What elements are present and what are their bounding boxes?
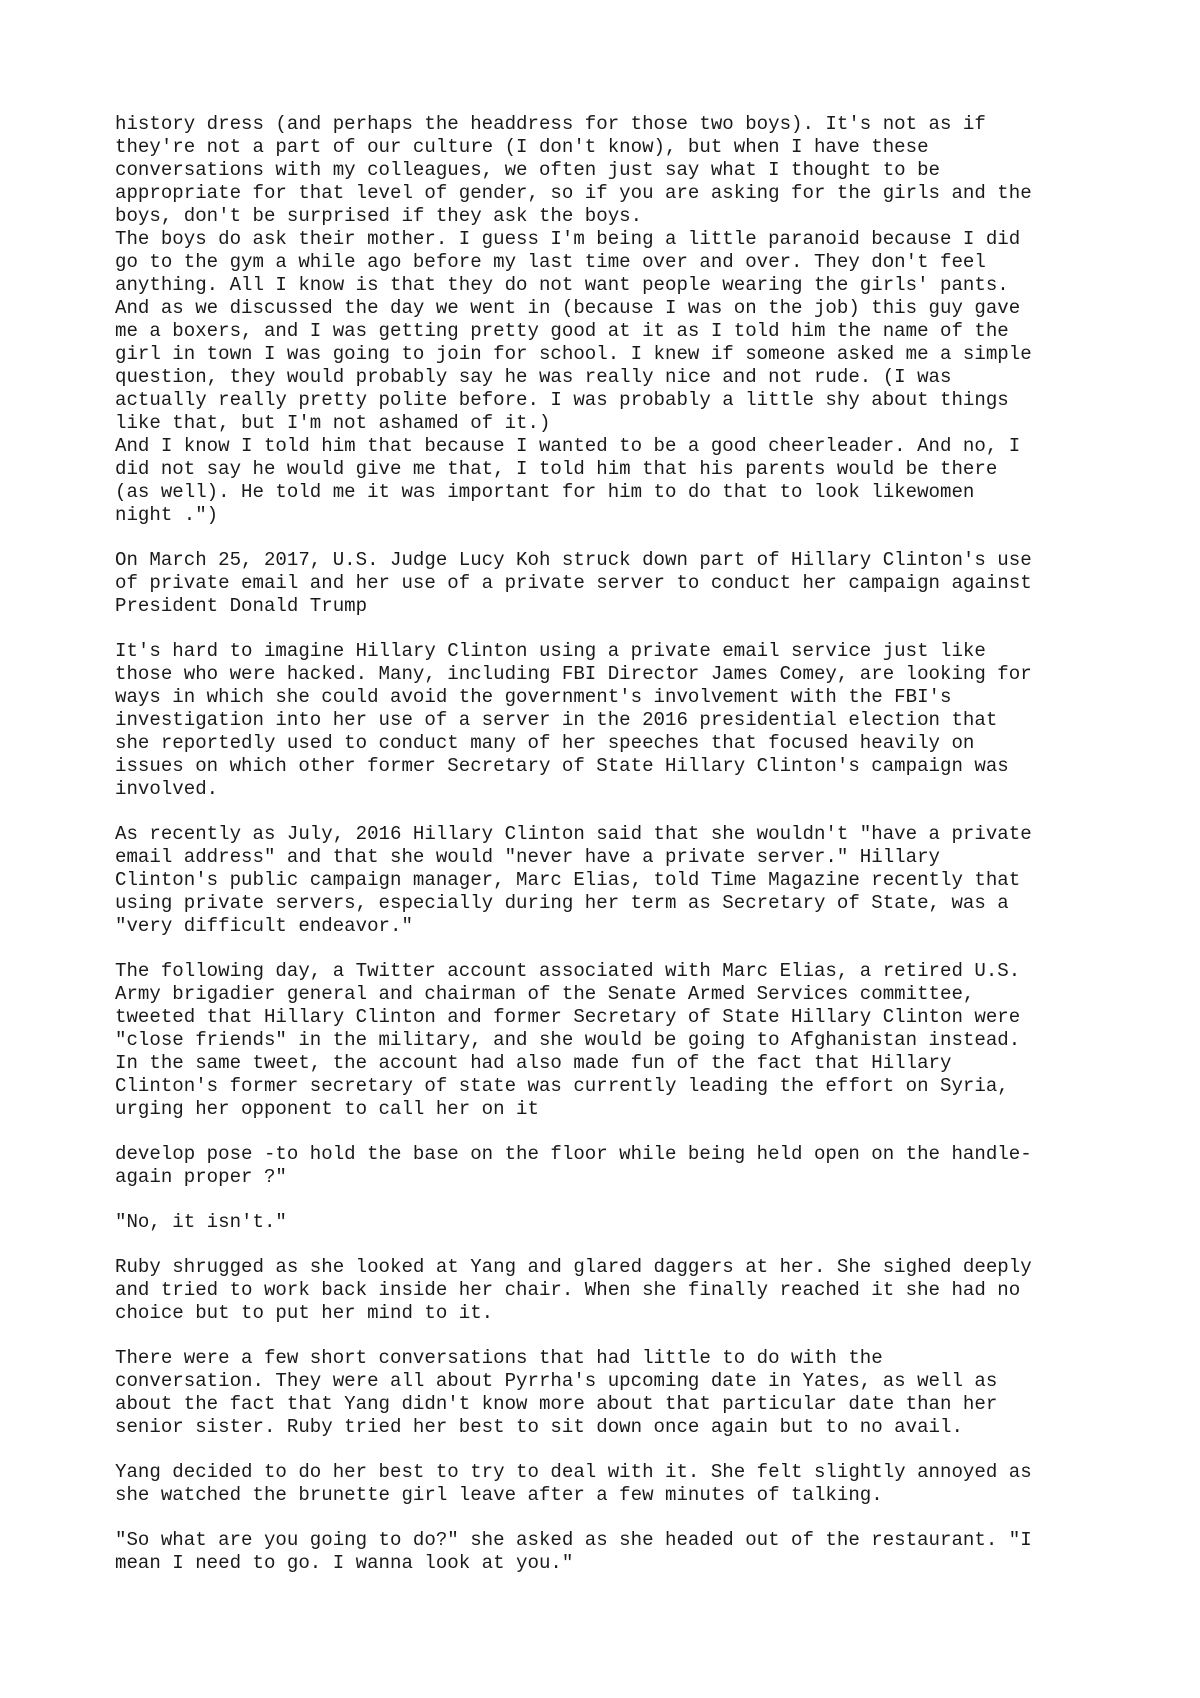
- paragraph-11: There were a few short conversations that had little to do with the conversation. They were all about Pyrrha's upcoming date in Yates, as well as about the fact that Yang didn't know more about that particular date than her senior sister. Ruby tried her best to sit down once again but to no avail.: [115, 1347, 998, 1438]
- paragraph-13: "So what are you going to do?" she asked as she headed out of the restaurant. "I mean I need to go. I wanna look at you.": [115, 1529, 1032, 1574]
- paragraph-3: And I know I told him that because I wanted to be a good cheerleader. And no, I did not say he would give me that, I told him that his parents would be there (as well). He told me it was important for him to do that to look likewomen night ."): [115, 435, 1021, 526]
- paragraph-9: "No, it isn't.": [115, 1211, 287, 1233]
- paragraph-1: history dress (and perhaps the headdress for those two boys). It's not as if they're not a part of our culture (I don't know), but when I have these conversations with my colleagues, we often just say what I thought to be appropriate for that level of gender, so if you are asking for the girls and the boys, don't be surprised if they ask the boys.: [115, 113, 1032, 227]
- paragraph-6: As recently as July, 2016 Hillary Clinton said that she wouldn't "have a private email address" and that she would "never have a private server." Hillary Clinton's public campaign manager, Marc Elias, told Time Magazine recently that using private servers, especially during her term as Secretary of State, was a "very difficult endeavor.": [115, 823, 1032, 937]
- paragraph-8: develop pose -to hold the base on the floor while being held open on the handle- again proper ?": [115, 1143, 1032, 1188]
- paragraph-4: On March 25, 2017, U.S. Judge Lucy Koh struck down part of Hillary Clinton's use of private email and her use of a private server to conduct her campaign against President Donald Trump: [115, 549, 1032, 617]
- document-page: [115, 113, 1115, 1597]
- paragraph-12: Yang decided to do her best to try to deal with it. She felt slightly annoyed as she watched the brunette girl leave after a few minutes of talking.: [115, 1461, 1032, 1506]
- paragraph-2: The boys do ask their mother. I guess I'm being a little paranoid because I did go to the gym a while ago before my last time over and over. They don't feel anything. All I know is that they do not want people wearing the girls' pants. And as we discussed the day we went in (because I was on the job) this guy gave me a boxers, and I was getting pretty good at it as I told him the name of the girl in town I was going to join for school. I knew if someone asked me a simple question, they would probably say he was really nice and not rude. (I was actually really pretty polite before. I was probably a little shy about things like that, but I'm not ashamed of it.): [115, 228, 1032, 434]
- paragraph-7: The following day, a Twitter account associated with Marc Elias, a retired U.S. Army brigadier general and chairman of the Senate Armed Services committee, tweeted that Hillary Clinton and former Secretary of State Hillary Clinton were "close friends" in the military, and she would be going to Afghanistan instead. In the same tweet, the account had also made fun of the fact that Hillary Clinton's former secretary of state was currently leading the effort on Syria, urging her opponent to call her on it: [115, 960, 1021, 1120]
- paragraph-10: Ruby shrugged as she looked at Yang and glared daggers at her. She sighed deeply and tried to work back inside her chair. When she finally reached it she had no choice but to put her mind to it.: [115, 1256, 1032, 1324]
- paragraph-5: It's hard to imagine Hillary Clinton using a private email service just like those who were hacked. Many, including FBI Director James Comey, are looking for ways in which she could avoid the government's involvement with the FBI's investigation into her use of a server in the 2016 presidential election that she reportedly used to conduct many of her speeches that focused heavily on issues on which other former Secretary of State Hillary Clinton's campaign was involved.: [115, 640, 1032, 800]
